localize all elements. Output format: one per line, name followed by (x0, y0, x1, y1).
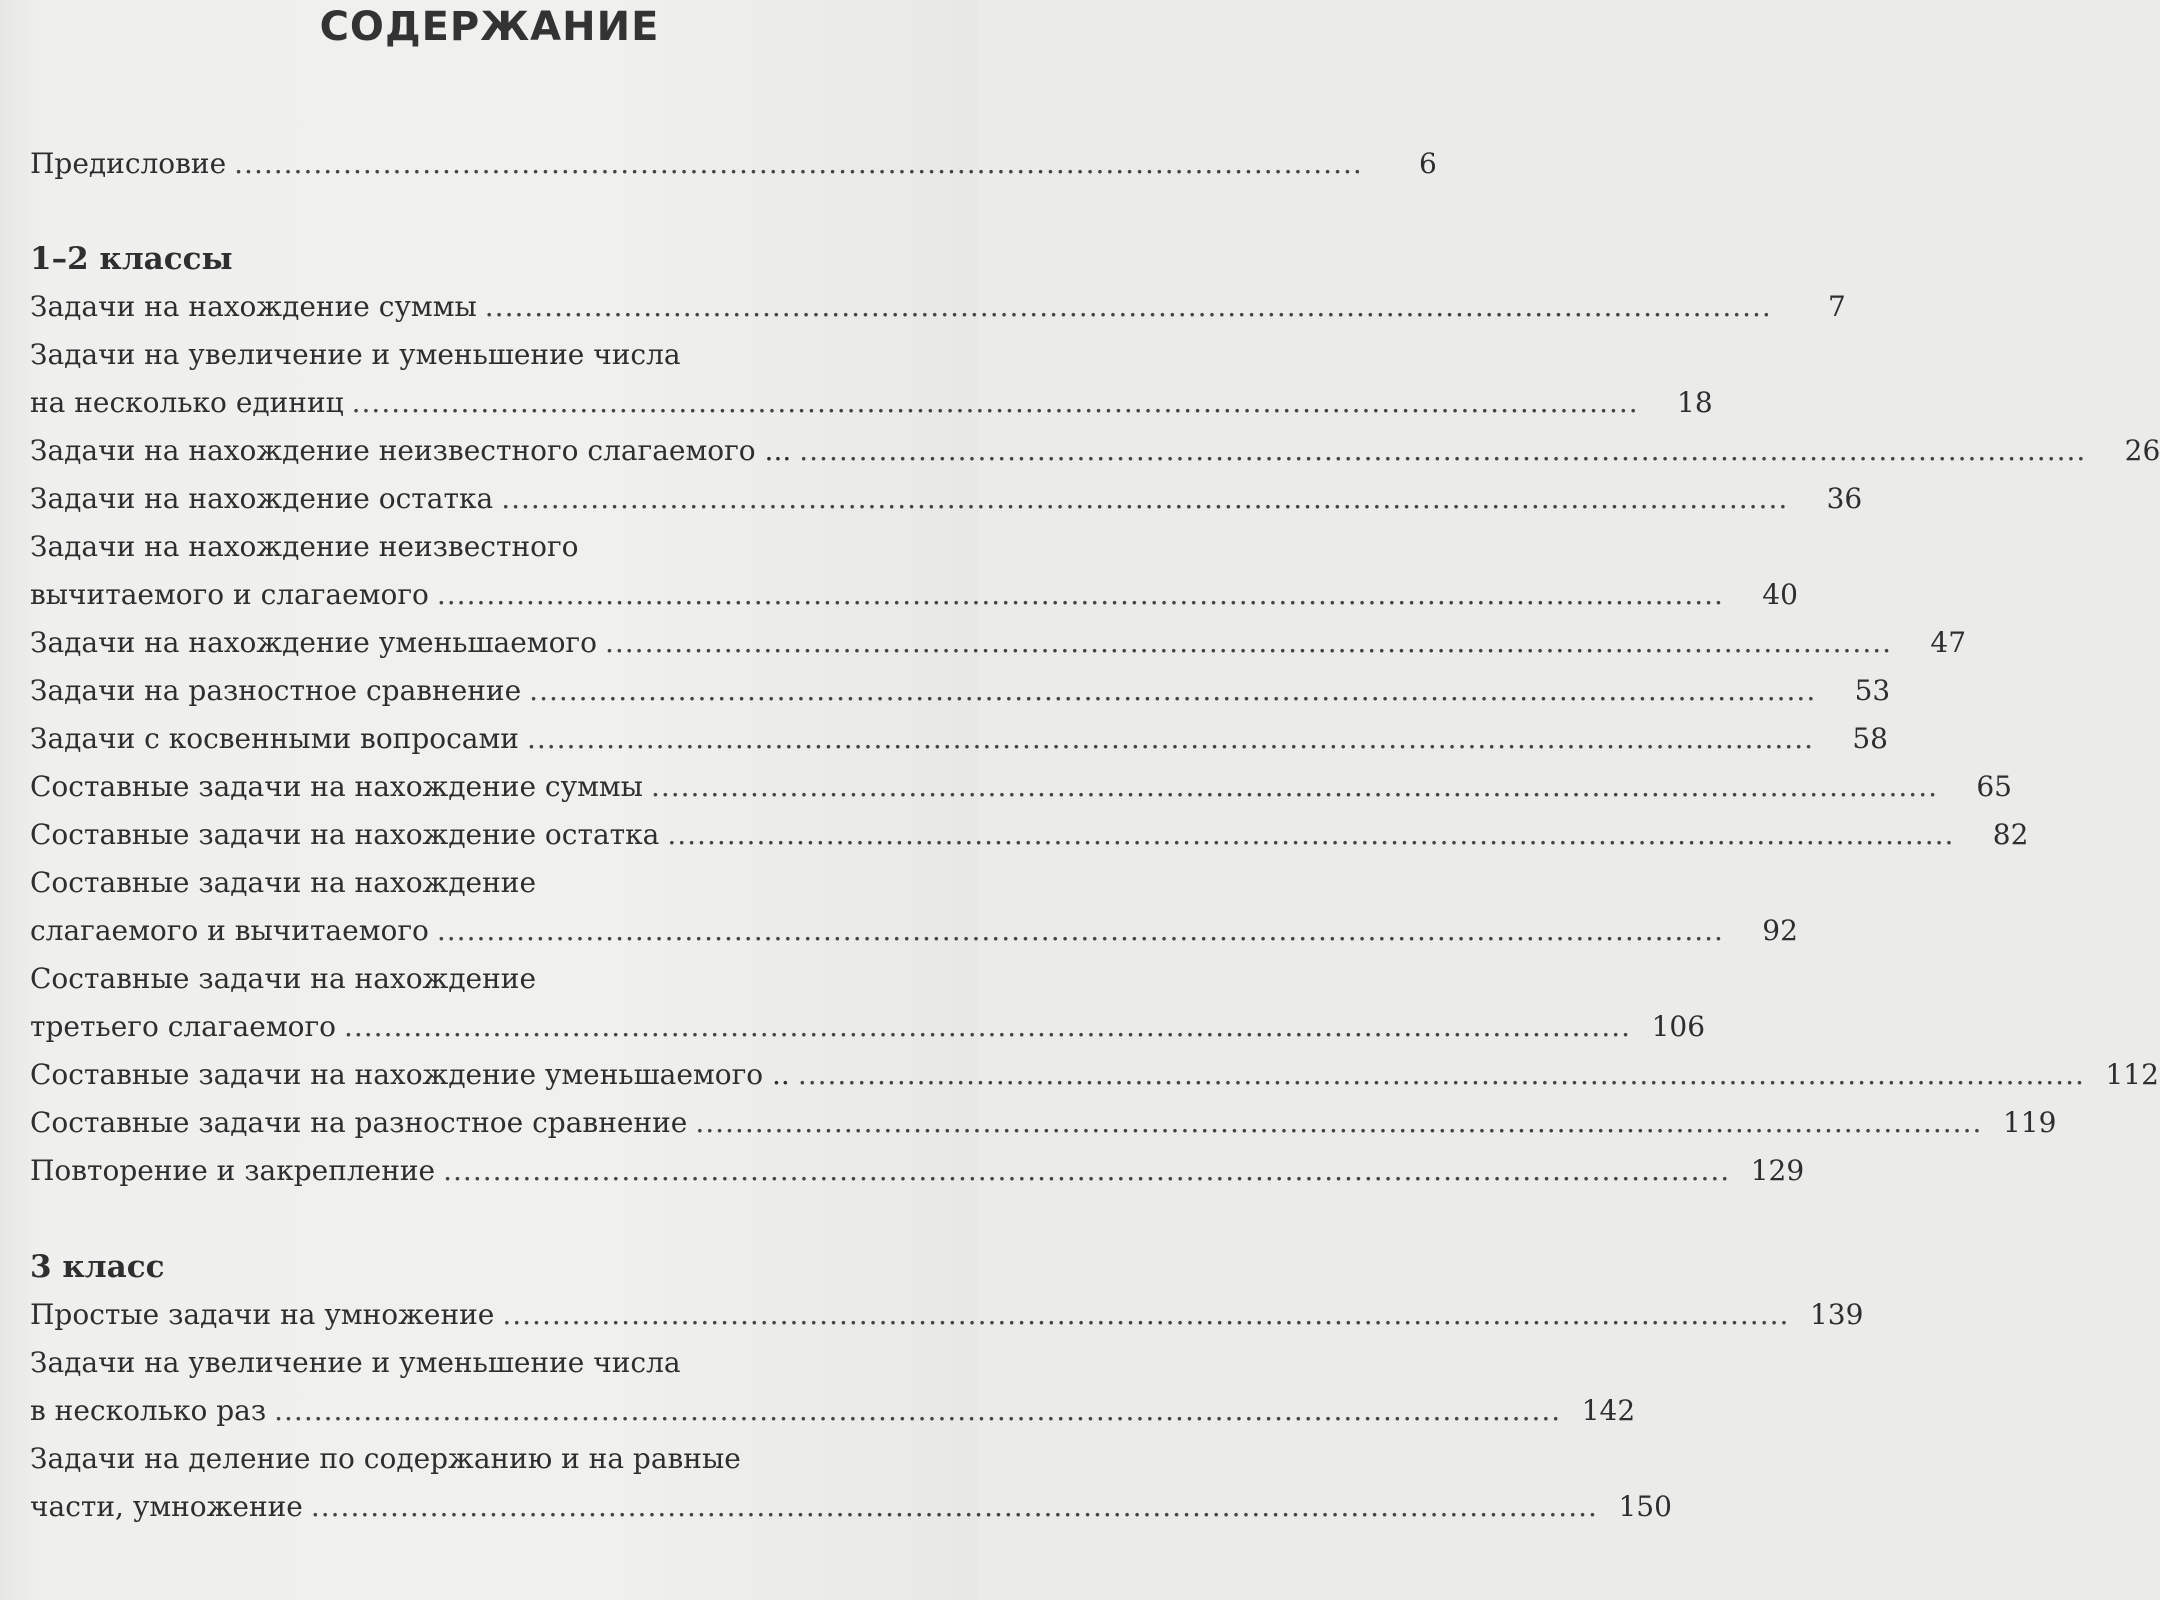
toc-entry[interactable] (30, 331, 1713, 427)
toc-entry[interactable] (30, 1339, 1636, 1435)
toc-entry[interactable] (30, 1099, 2057, 1147)
toc-leader-dots: .................................................................................................................................. (310, 1490, 1598, 1523)
toc-entry-label: в несколько раз (30, 1394, 267, 1427)
toc-page-number: 129 (1750, 1154, 1805, 1187)
toc-entry-label: на несколько единиц (30, 386, 344, 419)
toc-leader-dots: .................................................................................................................................. (484, 290, 1772, 323)
toc-entry-label: Задачи на нахождение неизвестного (30, 530, 579, 563)
toc-entry[interactable] (30, 811, 2029, 859)
toc-entry-label: Задачи на увеличение и уменьшение числа (30, 1346, 681, 1379)
toc-entry[interactable] (30, 427, 2160, 475)
toc-entry[interactable] (30, 1435, 1672, 1531)
toc-leader-dots: .................................................................................................................................. (604, 626, 1893, 659)
toc-page-number: 53 (1854, 674, 1891, 707)
toc-entry-label: Задачи с косвенными вопросами (30, 722, 519, 755)
toc-leader-dots: .................................................................................................................................. (529, 674, 1817, 707)
toc-section-heading: 3 класс (30, 1249, 165, 1285)
toc-leader-dots: .................................................................................................................................. (502, 1298, 1790, 1331)
toc-entry-preface[interactable] (30, 140, 1437, 188)
toc-page-number: 26 (2124, 434, 2160, 467)
toc-page-number: 7 (1828, 290, 1846, 323)
toc-entry[interactable] (30, 859, 1798, 955)
toc-page-number: 142 (1581, 1394, 1636, 1427)
toc-entry-label: Составные задачи на разностное сравнение (30, 1106, 688, 1139)
toc-entry-label: Составные задачи на нахождение суммы (30, 770, 643, 803)
toc-entry-label: Простые задачи на умножение (30, 1298, 495, 1331)
toc-page-number: 92 (1762, 914, 1798, 947)
toc-entry-label: части, умножение (30, 1490, 303, 1523)
toc-leader-dots: .................................................................................................................................. (343, 1010, 1632, 1043)
toc-section-heading: 1–2 классы (30, 241, 233, 277)
toc-entry[interactable] (30, 475, 1863, 523)
toc-entry-label: Составные задачи на нахождение (30, 962, 537, 995)
toc-entry[interactable] (30, 763, 2012, 811)
toc-page-number: 6 (1418, 147, 1437, 180)
toc-entry-label: Задачи на деление по содержанию и на равные (30, 1442, 741, 1475)
toc-leader-dots: .................................................................................................................................. (799, 434, 2087, 467)
toc-entry[interactable] (30, 955, 1706, 1051)
table-of-contents (30, 140, 2160, 1531)
toc-leader-dots: .................................................................................................................................. (501, 482, 1789, 515)
toc-entry-label: Предисловие (30, 147, 227, 180)
toc-leader-dots: .................................................................................................................................. (274, 1394, 1562, 1427)
page-title: СОДЕРЖАНИЕ (319, 4, 660, 50)
toc-entry-label: Составные задачи на нахождение остатка (30, 818, 660, 851)
toc-leader-dots: .................................................................................................................................. (436, 578, 1724, 611)
toc-page-number: 119 (2002, 1106, 2057, 1139)
toc-entry[interactable] (30, 1291, 1864, 1339)
toc-leader-dots: .................................................................................................................................. (351, 386, 1639, 419)
toc-page-number: 36 (1826, 482, 1863, 515)
toc-leader-dots: .................................................................................................................................. (526, 722, 1814, 755)
toc-entry[interactable] (30, 619, 1967, 667)
toc-entry[interactable] (30, 283, 1846, 331)
toc-entry[interactable] (30, 715, 1888, 763)
toc-page-number: 18 (1677, 386, 1713, 419)
toc-leader-dots: .................................................................................................................................. (436, 914, 1724, 947)
toc-page-number: 65 (1976, 770, 2012, 803)
toc-page-number: 40 (1762, 578, 1798, 611)
toc-entry-label: вычитаемого и слагаемого (30, 578, 429, 611)
toc-page-number: 139 (1809, 1298, 1864, 1331)
toc-entry-label: Составные задачи на нахождение уменьшаемого .. (30, 1058, 790, 1091)
toc-leader-dots: .................................................................................................................................. (443, 1154, 1731, 1187)
toc-page-number: 106 (1651, 1010, 1706, 1043)
toc-entry[interactable] (30, 667, 1891, 715)
toc-entry-label: Задачи на нахождение суммы (30, 290, 477, 323)
toc-entry-label: Задачи на нахождение неизвестного слагаемого ... (30, 434, 792, 467)
toc-sections (30, 235, 2160, 1531)
toc-entry-label: Задачи на увеличение и уменьшение числа (30, 338, 681, 371)
toc-entry-label: Составные задачи на нахождение (30, 866, 537, 899)
toc-leader-dots: .................................................................................................................................. (797, 1058, 2085, 1091)
toc-entry-label: Повторение и закрепление (30, 1154, 436, 1187)
toc-entry-label: Задачи на разностное сравнение (30, 674, 522, 707)
toc-leader-dots: .................................................................................................................................. (667, 818, 1955, 851)
toc-page-number: 47 (1930, 626, 1967, 659)
toc-entry[interactable] (30, 1051, 2159, 1099)
toc-entry-label: Задачи на нахождение остатка (30, 482, 494, 515)
toc-leader-dots: .................................................................................................................................. (695, 1106, 1983, 1139)
toc-page-number: 82 (1992, 818, 2029, 851)
toc-entry-label: Задачи на нахождение уменьшаемого (30, 626, 597, 659)
toc-entry-label: слагаемого и вычитаемого (30, 914, 429, 947)
toc-leader-dots: .................................................................................................................................. (650, 770, 1938, 803)
toc-entry[interactable] (30, 1147, 1805, 1195)
toc-entry[interactable] (30, 523, 1798, 619)
toc-page-number: 112 (2105, 1058, 2159, 1091)
toc-page-number: 150 (1618, 1490, 1672, 1523)
toc-entry-label: третьего слагаемого (30, 1010, 336, 1043)
toc-page-number: 58 (1852, 722, 1888, 755)
toc-leader-dots: .................................................................................................................. (234, 147, 1363, 180)
